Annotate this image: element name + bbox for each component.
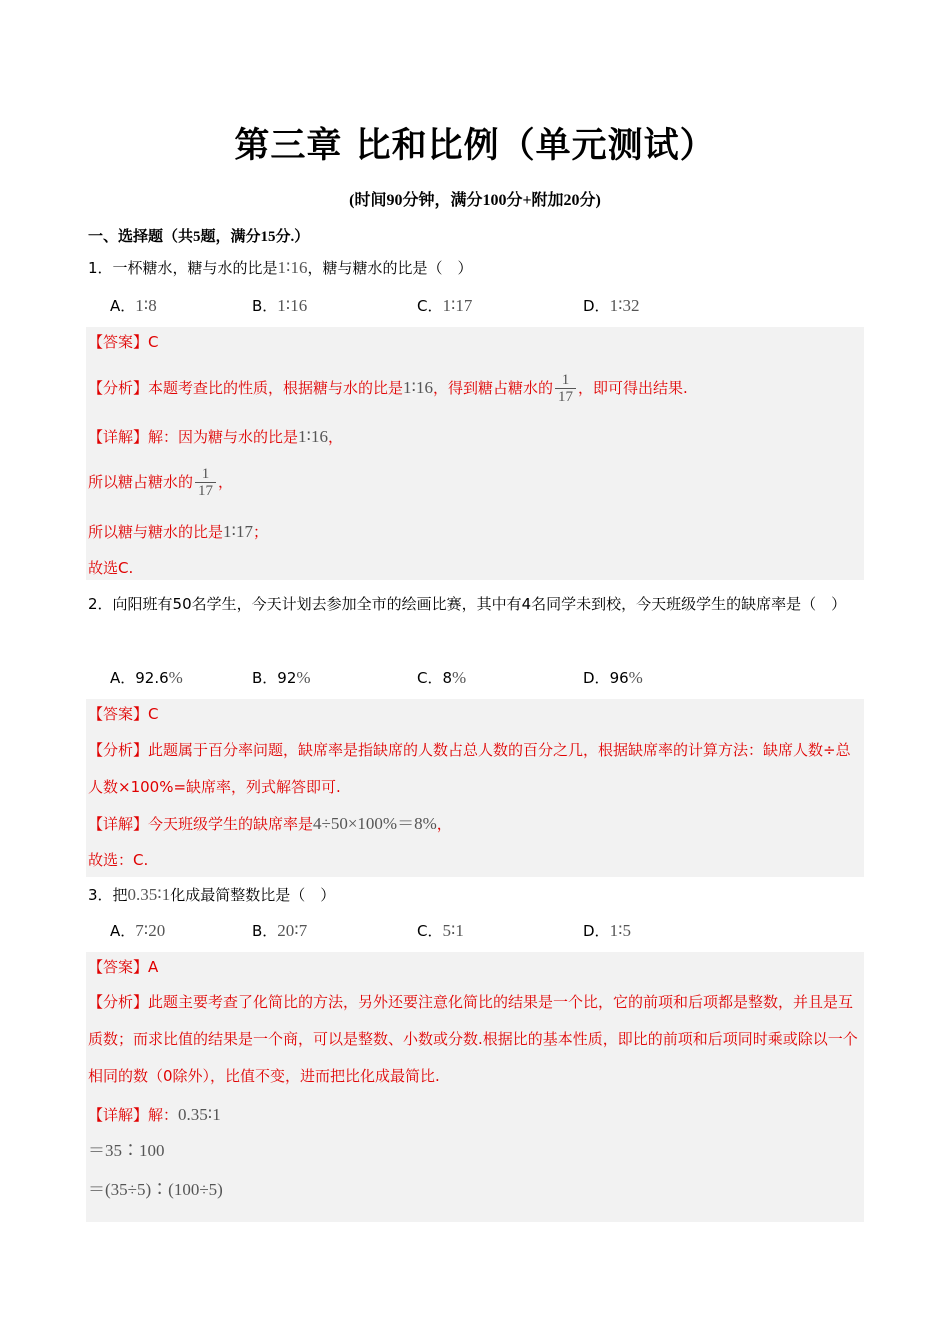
question-1-math: 1∶16 bbox=[277, 258, 308, 277]
q1-option-a[interactable] bbox=[110, 295, 157, 316]
q1-detail-math: 1∶16 bbox=[298, 427, 328, 446]
q1-line3-math: 1∶17 bbox=[223, 522, 253, 541]
q1-analysis-math: 1∶16 bbox=[403, 378, 433, 397]
q3-detail-text: 【详解】解： bbox=[88, 1106, 179, 1124]
section-heading: 一、选择题（共5题，满分15分.） bbox=[88, 229, 310, 245]
percent-sign: % bbox=[452, 668, 467, 687]
q1-answer: 【答案】C bbox=[88, 333, 159, 351]
q2-option-d-label: D． bbox=[583, 669, 610, 687]
q1-option-b[interactable] bbox=[252, 295, 307, 316]
q3-option-b-label: B． bbox=[252, 922, 278, 940]
q1-option-c[interactable] bbox=[417, 295, 472, 316]
q2-option-c[interactable] bbox=[417, 667, 466, 688]
q2-option-a[interactable] bbox=[110, 667, 183, 688]
percent-sign: % bbox=[296, 668, 311, 687]
question-2-options bbox=[110, 667, 850, 689]
q2-option-d[interactable] bbox=[583, 667, 643, 688]
q3-step-2: ＝(35÷5)∶(100÷5) bbox=[88, 1180, 223, 1199]
q1-analysis-text-2: ，得到糖占糖水的 bbox=[432, 379, 553, 397]
q1-option-d-value: 1∶32 bbox=[609, 296, 640, 315]
q3-option-c-value: 5∶1 bbox=[442, 921, 464, 940]
q2-option-c-value: 8 bbox=[442, 669, 453, 687]
q1-line2-text-end: ， bbox=[218, 473, 234, 491]
q3-detail bbox=[88, 1104, 221, 1126]
q1-analysis-text-3: ，即可得出结果. bbox=[577, 379, 688, 397]
q3-option-a-value: 7∶20 bbox=[135, 921, 166, 940]
q2-detail bbox=[88, 813, 452, 835]
q2-answer: 【答案】C bbox=[88, 705, 159, 723]
percent-sign: % bbox=[628, 668, 643, 687]
q2-analysis: 【分析】此题属于百分率问题，缺席率是指缺席的人数占总人数的百分之几，根据缺席率的计算方法：缺席人数÷总人数×100%=缺席率，列式解答即可. bbox=[88, 741, 851, 796]
q1-analysis-text: 【分析】本题考查比的性质，根据糖与水的比是 bbox=[88, 379, 404, 397]
question-3-math: 0.35∶1 bbox=[127, 885, 171, 904]
percent-sign: % bbox=[168, 668, 183, 687]
q1-option-b-label: B． bbox=[252, 297, 278, 315]
q2-option-d-value: 96 bbox=[609, 669, 629, 687]
q1-detail-line-3 bbox=[88, 521, 268, 543]
q3-analysis: 【分析】此题主要考查了化简比的方法，另外还要注意化简比的结果是一个比，它的前项和后项都是整数，并且是互质数；而求比值的结果是一个商，可以是整数、小数或分数.根据比的基本性质，即比的前项和后项同时乘或除以一个相同的数（0除外），比值不变，进而把比化成最简比. bbox=[88, 993, 858, 1085]
question-3-text: 3．把 bbox=[88, 886, 128, 904]
fraction-denominator: 17 bbox=[198, 483, 214, 499]
q2-detail-text: 【详解】今天班级学生的缺席率是 bbox=[88, 815, 314, 833]
q1-detail-line-2 bbox=[88, 466, 233, 499]
q1-detail-text: 【详解】解：因为糖与水的比是 bbox=[88, 428, 299, 446]
q2-option-c-label: C． bbox=[417, 669, 443, 687]
q2-option-a-value: 92.6 bbox=[135, 669, 169, 687]
q1-line2-fraction bbox=[195, 466, 216, 499]
q1-option-a-value: 1∶8 bbox=[135, 296, 157, 315]
question-2: 2．向阳班有50名学生，今天计划去参加全市的绘画比赛，其中有4名同学未到校，今天班级学生的缺席率是（ ） bbox=[88, 595, 847, 613]
q1-option-b-value: 1∶16 bbox=[277, 296, 308, 315]
question-3-options bbox=[110, 920, 850, 942]
q1-line2-text: 所以糖占糖水的 bbox=[88, 473, 194, 491]
q2-choice: 故选：C. bbox=[88, 851, 149, 869]
q2-detail-math: 4÷50×100%＝8% bbox=[313, 814, 437, 833]
q3-option-a[interactable] bbox=[110, 920, 165, 941]
q3-option-d-label: D． bbox=[583, 922, 610, 940]
q2-option-b-label: B． bbox=[252, 669, 278, 687]
q3-option-a-label: A． bbox=[110, 922, 136, 940]
q3-step-1: ＝35∶100 bbox=[88, 1141, 165, 1160]
q2-option-b[interactable] bbox=[252, 667, 311, 688]
q3-option-c-label: C． bbox=[417, 922, 443, 940]
q1-detail bbox=[88, 426, 343, 448]
fraction-denominator: 17 bbox=[557, 389, 573, 405]
fraction-numerator: 1 bbox=[555, 372, 576, 389]
q1-choice: 故选C. bbox=[88, 559, 134, 577]
page-subtitle: (时间90分钟，满分100分+附加20分) bbox=[349, 192, 601, 209]
fraction-numerator: 1 bbox=[195, 466, 216, 483]
q1-option-d[interactable] bbox=[583, 295, 640, 316]
q1-line3-text-end: ； bbox=[252, 523, 268, 541]
question-1-options bbox=[110, 295, 850, 317]
page-title: 第三章 比和比例（单元测试） bbox=[234, 126, 716, 166]
q1-analysis-fraction bbox=[555, 372, 576, 405]
q1-analysis bbox=[88, 372, 688, 405]
question-1 bbox=[88, 258, 473, 278]
q2-detail-text-end: ， bbox=[436, 815, 452, 833]
question-1-text-end: ，糖与糖水的比是（ ） bbox=[307, 259, 473, 277]
q3-answer: 【答案】A bbox=[88, 958, 159, 976]
q1-option-a-label: A． bbox=[110, 297, 136, 315]
question-1-text: 1．一杯糖水，糖与水的比是 bbox=[88, 259, 278, 277]
q1-option-c-value: 1∶17 bbox=[442, 296, 473, 315]
q3-option-b[interactable] bbox=[252, 920, 307, 941]
question-3 bbox=[88, 885, 335, 905]
question-3-text-end: 化成最简整数比是（ ） bbox=[170, 886, 336, 904]
q3-detail-math: 0.35∶1 bbox=[178, 1105, 221, 1124]
q3-option-b-value: 20∶7 bbox=[277, 921, 308, 940]
q1-option-c-label: C． bbox=[417, 297, 443, 315]
q2-option-b-value: 92 bbox=[277, 669, 297, 687]
q1-line3-text: 所以糖与糖水的比是 bbox=[88, 523, 224, 541]
q3-option-c[interactable] bbox=[417, 920, 464, 941]
q3-option-d[interactable] bbox=[583, 920, 631, 941]
q1-option-d-label: D． bbox=[583, 297, 610, 315]
q3-option-d-value: 1∶5 bbox=[609, 921, 631, 940]
q1-detail-text-end: ， bbox=[327, 428, 343, 446]
q2-option-a-label: A． bbox=[110, 669, 136, 687]
